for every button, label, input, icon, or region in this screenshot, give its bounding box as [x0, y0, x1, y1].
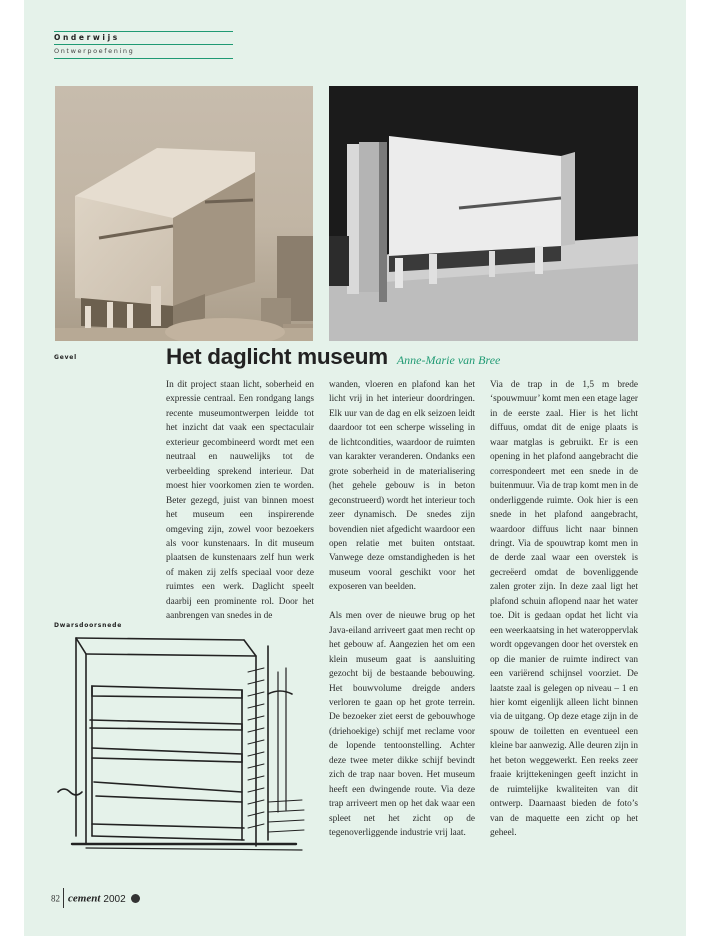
maquette-sepia-illustration	[55, 86, 313, 341]
maquette-bw-illustration	[329, 86, 638, 341]
paragraph: Via de trap in de 1,5 m brede ‘spouwmuur’ komt men een etage lager in de eerste zaal. Hier is het licht diffuus, omdat dit de enige plaats is waar matglas is gebruikt. Er is een opening in het plafond aangebracht die correspondeert met een snede in de buitenmuur. Via de trap komt men in de onderliggende ruimte. Ook hier is een snede in het plafond aangebracht, waardoor diffuus licht naar binnen dringt. Via de spouwtrap komt men in de derde zaal waar een overstek is gecreëerd omdat de bovenliggende zalen groter zijn. In deze zaal ligt het plafond schuin aflopend naar het water toe. Dit is gedaan opdat het licht via een weerkaatsing in het wateroppervlak wordt opgevangen door het overstek en op die manier de ruimte indirect van een variërend schijnsel voorziet. De laatste zaal is gelegen op niveau – 1 en hier komt eigenlijk alleen licht binnen via de uitgang. Op deze etage zijn in de spouw de toiletten en eventueel een kleine bar aanwezig. Alle deuren zijn in het beton weggewerkt. Een reeks zeer fraaie krijttekeningen geeft inzicht in de ruimtelijke kwaliteiten van dit ontwerp. Daarnaast bieden de foto’s van de maquette een zicht op het geheel.	[490, 380, 638, 839]
paragraph: wanden, vloeren en plafond kan het licht vrij in het interieur doordringen. Elk uur van de dag en elk seizoen leidt daardoor tot een scherpe wisseling in de lichtcondities, waardoor de ruimten van karakter veranderen. Ondanks een grote soberheid in de materialisering (het gehele gebouw is in beton geconstrueerd) wordt het interieur toch zeer dynamisch. De snedes zijn bovendien niet afgedicht waardoor een open relatie met buiten ontstaat. Vanwege deze omstandigheden is het museum vooral geschikt voor het exposeren van beelden.	[329, 380, 475, 593]
magazine-year: 2002	[103, 893, 126, 905]
cross-section-drawing	[52, 632, 312, 862]
header-rule-middle	[54, 44, 233, 45]
cross-section-sketch	[52, 632, 312, 862]
footer-divider	[63, 888, 64, 908]
page-footer	[51, 888, 140, 908]
article-column-2	[329, 378, 475, 840]
magazine-name: cement	[68, 892, 101, 905]
maquette-photo-sepia	[55, 86, 313, 341]
caption-dwarsdoorsnede: Dwarsdoorsnede	[54, 622, 123, 629]
section-subtitle: Ontwerpoefening	[54, 47, 135, 55]
article-title: Het daglicht museum	[166, 344, 388, 369]
paragraph: Als men over de nieuwe brug op het Java-eiland arriveert gaat men recht op het gebouw af. Aangezien het om een klein museum gaat is aansluiting gezocht bij de bestaande bebouwing. Het bouwvolume dreigde anders verloren te gaan op het grote terrein. De bezoeker ziet eerst de gebouwhoge (driehoekige) schijf met reclame voor de lopende tentoonstelling. Achter deze twee meter dikke schijf bevindt zich de trap naar boven. Het museum heeft een dwingende route. Via deze trap arriveert men op het dak waar een spleet net het zicht op de tegenoverliggende industrie vrij laat.	[329, 611, 475, 839]
maquette-photo-bw	[329, 86, 638, 341]
caption-gevel: Gevel	[54, 354, 78, 361]
article-author: Anne-Marie van Bree	[396, 353, 501, 367]
magazine-logo-icon	[131, 894, 140, 903]
section-title: Onderwijs	[54, 33, 120, 42]
article-column-3	[490, 378, 638, 841]
article-headline	[166, 344, 500, 370]
article-column-1	[166, 378, 314, 624]
header-rule-top	[54, 31, 233, 32]
header-rule-bottom	[54, 58, 233, 59]
page	[24, 0, 686, 936]
paragraph: In dit project staan licht, soberheid en expressie centraal. Een rondgang langs recente museumontwerpen leidde tot het inzicht dat vaak een spectaculair exterieur gecombineerd wordt met een neutraal en nauwelijks tot de verbeelding sprekend interieur. Dat moest hier voorkomen zien te worden. Beter gezegd, juist van binnen moest het museum een inspirerende omgeving zijn, zowel voor bezoekers als voor kunstenaars. In dit museum plaatsen de kunstenaars zelf hun werk of maken zij zelfs speciaal voor deze ruimtes een werk. Daglicht speelt daarbij een prominente rol. Door het aanbrengen van snedes in de	[166, 380, 314, 622]
page-number: 82	[51, 893, 60, 904]
